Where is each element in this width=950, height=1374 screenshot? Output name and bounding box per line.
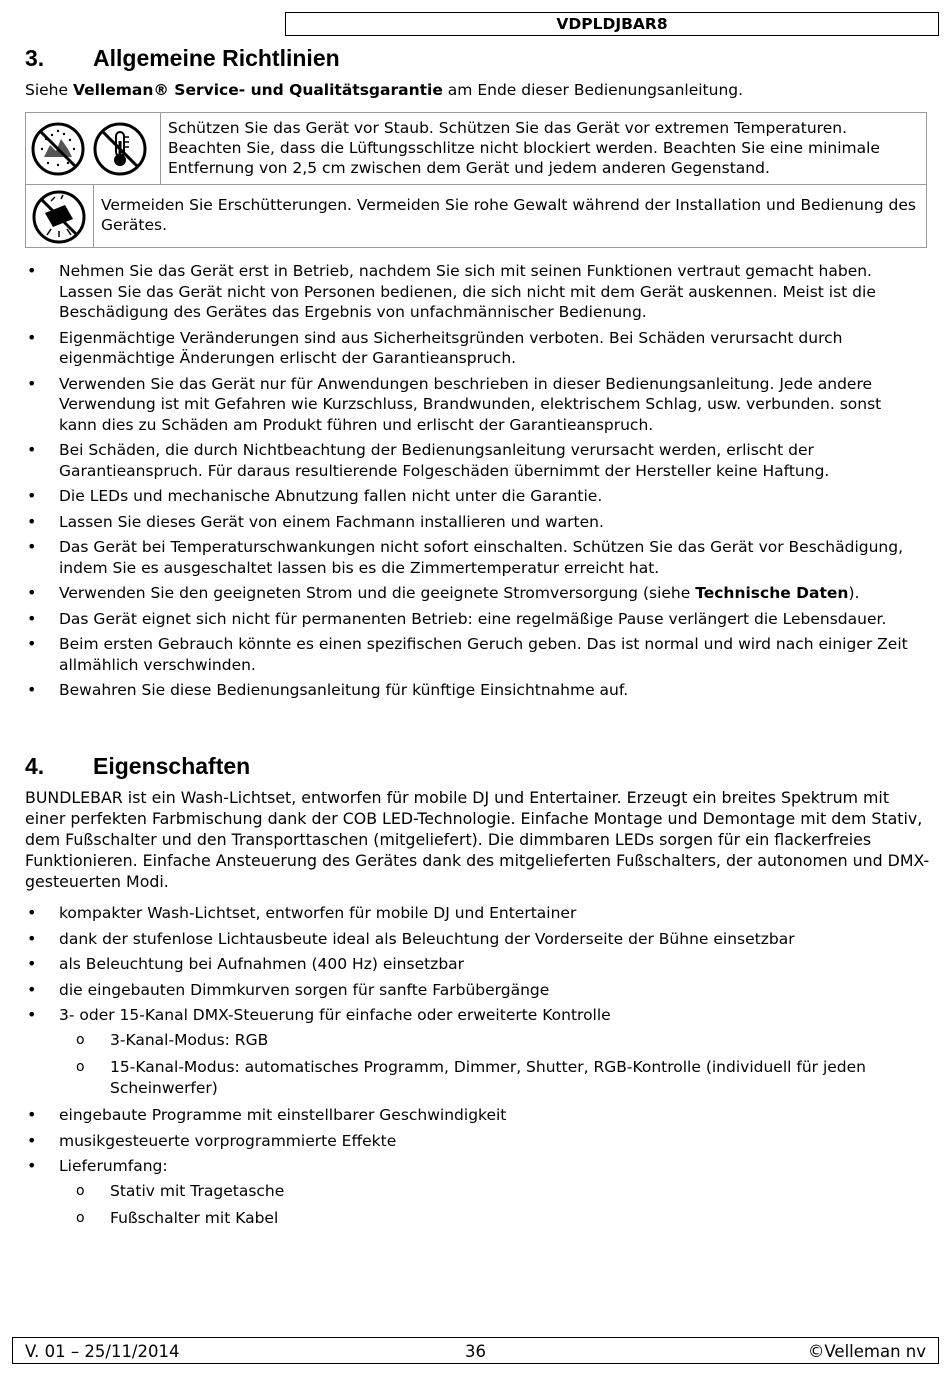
delivery-sub-list: [59, 1181, 915, 1229]
list-item: • musikgesteuerte vorprogrammierte Effekte: [25, 1131, 915, 1152]
section-4-paragraph: BUNDLEBAR ist ein Wash-Lichtset, entworfen für mobile DJ und Entertainer. Erzeugt ein breites Spektrum mit einer perfekten Farbmischung dank der COB LED-Technologie. Einfache Montage und Demontage mit dem Stativ, dem Fußschalter und den Transporttaschen (mitgeliefert). Die dimmbaren LEDs sorgen für ein flackerfreies Funktionieren. Einfache Ansteuerung des Gerätes dank des mitgelieferten Fußschalters, der autonomen und DMX-gesteuerten Modi.: [25, 788, 930, 891]
list-item: • Das Gerät eignet sich nicht für permanenten Betrieb: eine regelmäßige Pause verlängert die Lebensdauer.: [25, 609, 915, 630]
safety-table: [25, 112, 927, 248]
technical-data-reference: Technische Daten: [695, 584, 849, 602]
header-model: VDPLDJBAR8: [285, 12, 939, 36]
sub-list-item: o Stativ mit Tragetasche: [59, 1181, 915, 1202]
list-item: • Die LEDs und mechanische Abnutzung fallen nicht unter die Garantie.: [25, 486, 915, 507]
features-list: [25, 903, 915, 1236]
footer-copyright: ©Velleman nv: [807, 1342, 926, 1361]
icon-cell: [26, 185, 94, 247]
sub-list-item: o 3-Kanal-Modus: RGB: [59, 1030, 915, 1051]
list-item: • eingebaute Programme mit einstellbarer Geschwindigkeit: [25, 1105, 915, 1126]
section-number: 3.: [25, 45, 45, 71]
list-item: • als Beleuchtung bei Aufnahmen (400 Hz) einsetzbar: [25, 954, 915, 975]
list-item: • Nehmen Sie das Gerät erst in Betrieb, nachdem Sie sich mit seinen Funktionen vertraut gemacht haben. Lassen Sie das Gerät nicht von Personen bedienen, die sich nicht mit dem Gerät auskennen. Meist ist die Beschädigung des Gerätes das Ergebnis von unfachmännischer Bedienung.: [25, 261, 915, 323]
section-title: Allgemeine Richtlinien: [93, 45, 340, 71]
intro-text: Siehe: [25, 81, 73, 99]
list-item: • kompakter Wash-Lichtset, entworfen für mobile DJ und Entertainer: [25, 903, 915, 924]
footer-version: V. 01 – 25/11/2014: [25, 1342, 180, 1361]
power-text-end: ).: [848, 584, 860, 602]
no-dust-icon: [30, 121, 86, 177]
safety-row-dust-temperature: [26, 113, 926, 185]
list-item: • Bei Schäden, die durch Nichtbeachtung der Bedienungsanleitung verursacht werden, erlischt der Garantieanspruch. Für daraus resultierende Folgeschäden übernimmt der Hersteller keine Haftung.: [25, 440, 915, 481]
section-3-bullet-list: [25, 261, 915, 706]
footer-page-number: 36: [465, 1342, 486, 1361]
power-text: Verwenden Sie den geeigneten Strom und die geeignete Stromversorgung (siehe: [59, 584, 696, 602]
intro-text-end: am Ende dieser Bedienungsanleitung.: [442, 81, 744, 99]
delivery-label: Lieferumfang:: [59, 1157, 168, 1175]
list-item: • Das Gerät bei Temperaturschwankungen nicht sofort einschalten. Schützen Sie das Gerät vor Beschädigung, indem Sie es ausgeschaltet lassen bis es die Zimmertemperatur erreicht hat.: [25, 537, 915, 578]
intro-bold: Velleman® Service- und Qualitätsgarantie: [72, 81, 443, 99]
safety-text-shock: Vermeiden Sie Erschütterungen. Vermeiden Sie rohe Gewalt während der Installation und Bedienung des Gerätes.: [101, 196, 916, 234]
list-item-power: [25, 583, 915, 604]
safety-row-shock: [26, 185, 926, 247]
list-item: • Beim ersten Gebrauch könnte es einen spezifischen Geruch geben. Das ist normal und wird nach einiger Zeit allmählich verschwinden.: [25, 634, 915, 675]
list-item: • Lassen Sie dieses Gerät von einem Fachmann installieren und warten.: [25, 512, 915, 533]
list-item: • die eingebauten Dimmkurven sorgen für sanfte Farbübergänge: [25, 980, 915, 1001]
dmx-sub-list: [59, 1030, 915, 1099]
section-title: Eigenschaften: [93, 753, 251, 779]
no-extreme-temperature-icon: [92, 121, 148, 177]
intro-line: [25, 80, 743, 100]
icon-cell: [26, 113, 161, 184]
list-item: • dank der stufenlose Lichtausbeute ideal als Beleuchtung der Vorderseite der Bühne einsetzbar: [25, 929, 915, 950]
sub-list-item: o Fußschalter mit Kabel: [59, 1208, 915, 1229]
list-item-dmx: [25, 1005, 915, 1098]
list-item: • Bewahren Sie diese Bedienungsanleitung für künftige Einsichtnahme auf.: [25, 680, 915, 701]
list-item: • Eigenmächtige Veränderungen sind aus Sicherheitsgründen verboten. Bei Schäden verursacht durch eigenmächtige Änderungen erlischt der Garantieanspruch.: [25, 328, 915, 369]
sub-list-item: o 15-Kanal-Modus: automatisches Programm, Dimmer, Shutter, RGB-Kontrolle (individuell für jeden Scheinwerfer): [59, 1057, 915, 1098]
page-footer: [12, 1337, 939, 1364]
section-4-heading: [25, 753, 250, 780]
dmx-text: 3- oder 15-Kanal DMX-Steuerung für einfache oder erweiterte Kontrolle: [59, 1006, 611, 1024]
no-shock-icon: [31, 189, 87, 245]
list-item-delivery: [25, 1156, 915, 1229]
list-item: • Verwenden Sie das Gerät nur für Anwendungen beschrieben in dieser Bedienungsanleitung. Jede andere Verwendung ist mit Gefahren wie Kurzschluss, Brandwunden, elektrischem Schlag, usw. verbunden. sonst kann dies zu Schäden am Produkt führen und erlischt der Garantieanspruch.: [25, 374, 915, 436]
section-number: 4.: [25, 753, 45, 779]
section-3-heading: [25, 45, 340, 72]
safety-text-dust-temperature: Schützen Sie das Gerät vor Staub. Schützen Sie das Gerät vor extremen Temperaturen. Beachten Sie, dass die Lüftungsschlitze nicht blockiert werden. Beachten Sie eine minimale Entfernung von 2,5 cm zwischen dem Gerät und jedem anderen Gegenstand.: [168, 119, 880, 177]
